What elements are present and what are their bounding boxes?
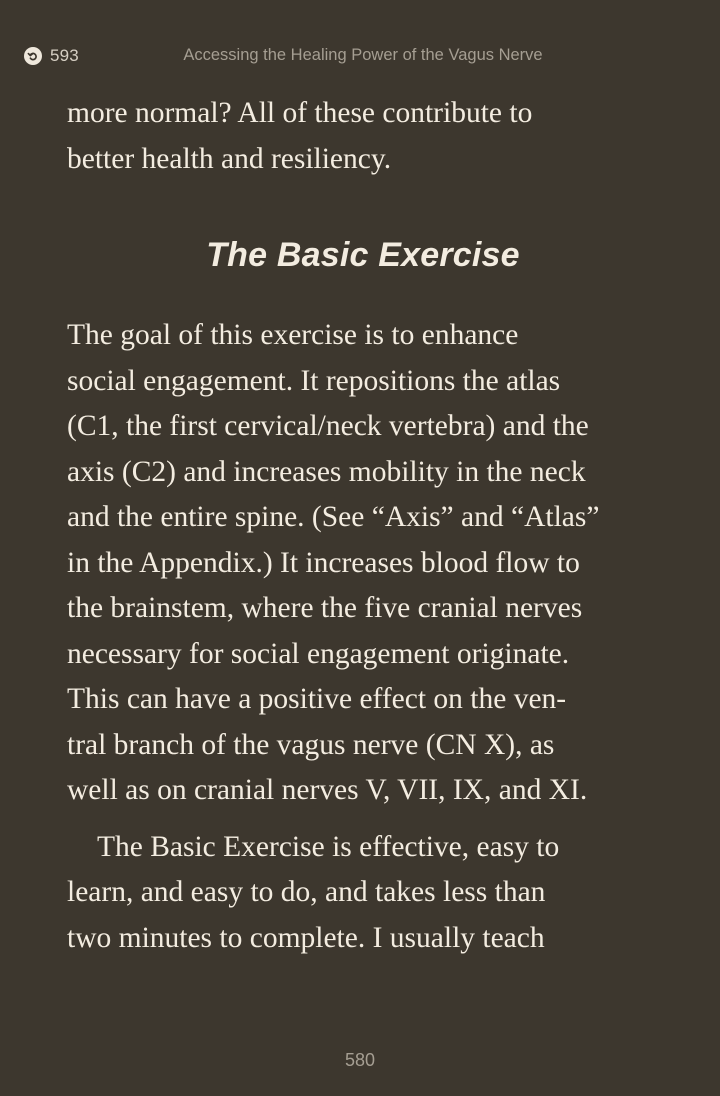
text-line: axis (C2) and increases mobility in the neck (67, 455, 586, 488)
text-line: The Basic Exercise is effective, easy to (97, 830, 560, 863)
text-line: more normal? All of these contribute to (67, 97, 533, 129)
intro-paragraph (67, 91, 657, 182)
page-content (67, 91, 657, 961)
text-line: well as on cranial nerves V, VII, IX, and XI. (67, 774, 588, 806)
reader-top-bar (0, 40, 720, 72)
paragraph-2 (67, 825, 657, 962)
text-line: necessary for social engagement originate. (67, 637, 570, 670)
text-line: and the entire spine. (See “Axis” and “Atlas” (67, 501, 600, 533)
page-number: 580 (344, 1050, 376, 1070)
text-line: (C1, the first cervical/neck vertebra) and the (67, 410, 589, 442)
text-line: the brainstem, where the five cranial nerves (67, 592, 583, 624)
text-line: The goal of this exercise is to enhance (67, 319, 519, 351)
text-line: learn, and easy to do, and takes less than (67, 876, 546, 908)
text-line: This can have a positive effect on the ven- (67, 683, 567, 715)
text-line: in the Appendix.) It increases blood flow to (67, 546, 580, 579)
back-page-number: 593 (50, 46, 79, 65)
text-line: tral branch of the vagus nerve (CN X), as (67, 728, 555, 761)
section-heading: The Basic Exercise (206, 236, 520, 274)
book-title: Accessing the Healing Power of the Vagus Nerve (183, 46, 543, 64)
text-line: social engagement. It repositions the atlas (67, 364, 561, 397)
paragraph-1 (67, 313, 657, 814)
text-line: better health and resiliency. (67, 142, 392, 175)
text-line: two minutes to complete. I usually teach (67, 921, 545, 954)
